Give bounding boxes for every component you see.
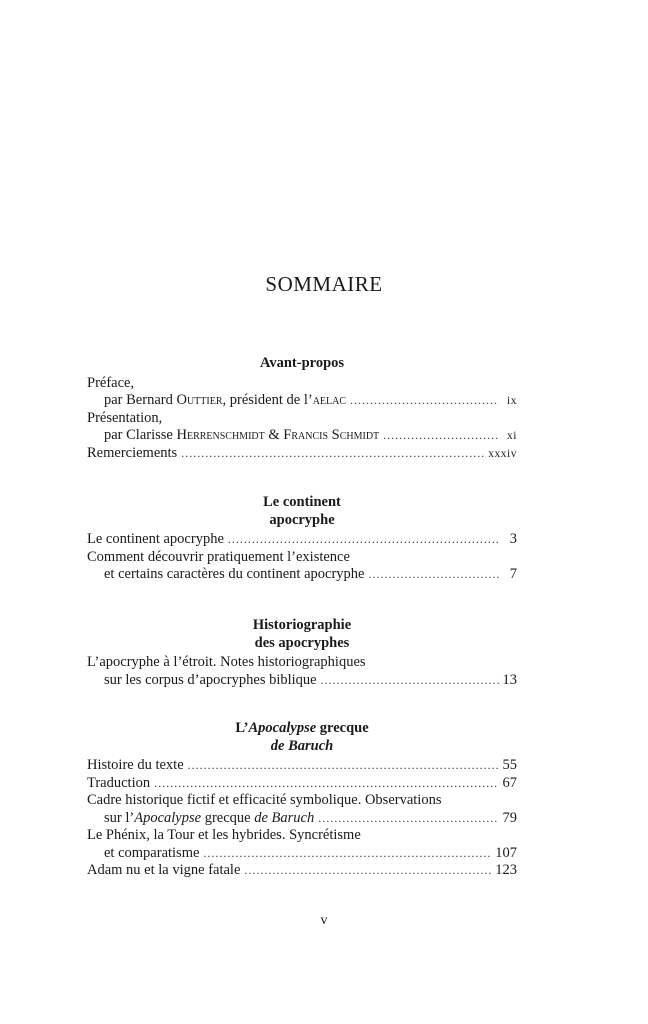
entry-label: et certains caractères du continent apocryphe <box>104 566 365 582</box>
page-number: ix <box>507 395 517 407</box>
entry-label: par Clarisse Herrenschmidt & Francis Schmidt <box>104 427 380 443</box>
entry-label: sur les corpus d’apocryphes biblique <box>104 671 317 688</box>
page-number: 79 <box>502 809 517 826</box>
page-number: xi <box>507 430 517 442</box>
toc-entry-remerciements[interactable] <box>87 445 517 463</box>
section-heading: de Baruch <box>270 737 334 754</box>
page-title: SOMMAIRE <box>265 272 383 296</box>
entry-label: par Bernard Outtier, président de l’aelac <box>104 392 347 408</box>
entry-label: Cadre historique fictif et efficacité symbolique. Observations <box>87 792 442 808</box>
toc-entry-presentation[interactable] <box>87 427 517 445</box>
page-number: xxxiv <box>488 447 517 460</box>
toc-entry-preface[interactable] <box>87 392 517 410</box>
section-avant-propos <box>87 355 517 462</box>
section-continent <box>87 494 517 584</box>
toc-entry-histoire[interactable] <box>87 757 517 775</box>
entry-label: L’apocryphe à l’étroit. Notes historiographiques <box>87 654 366 670</box>
dot-leader <box>154 775 498 793</box>
toc-entry-presentation-title <box>87 410 517 428</box>
dot-leader <box>383 427 499 445</box>
dot-leader <box>228 531 499 549</box>
dot-leader <box>188 757 499 775</box>
entry-label: sur l’Apocalypse grecque de Baruch <box>104 809 315 826</box>
section-heading: apocryphe <box>269 511 335 528</box>
dot-leader <box>318 810 498 828</box>
section-baruch <box>87 720 517 880</box>
entry-label: Le continent apocryphe <box>87 531 224 547</box>
toc-entry-apocryphe-title <box>87 654 517 672</box>
section-heading: Historiographie <box>252 617 352 633</box>
section-heading: L’Apocalypse grecque <box>235 720 369 736</box>
page-number: 55 <box>502 757 517 773</box>
entry-label: Histoire du texte <box>87 757 184 773</box>
dot-leader <box>350 392 499 410</box>
dot-leader <box>321 672 499 690</box>
page-folio: v <box>320 913 328 928</box>
section-heading: Avant-propos <box>259 355 345 371</box>
dot-leader <box>181 445 484 463</box>
toc-entry-cadre-title <box>87 792 517 810</box>
dot-leader <box>368 566 499 584</box>
entry-label: Préface, <box>87 374 135 391</box>
toc-entry-adam[interactable] <box>87 862 517 880</box>
toc-entry-preface-title <box>87 375 517 393</box>
toc-entry-comment[interactable] <box>87 566 517 584</box>
section-heading: des apocryphes <box>254 634 350 651</box>
dot-leader <box>244 862 491 880</box>
entry-label: et comparatisme <box>104 844 200 861</box>
toc-entry-cadre[interactable] <box>87 810 517 828</box>
entry-label: Adam nu et la vigne fatale <box>87 862 241 878</box>
entry-label: Remerciements <box>87 444 178 461</box>
entry-label: Comment découvrir pratiquement l’existence <box>87 548 350 565</box>
dot-leader <box>203 845 491 863</box>
page-number: 13 <box>502 671 517 688</box>
toc-entry-phenix-title <box>87 827 517 845</box>
section-historiographie <box>87 617 517 689</box>
toc-entry-comment-title <box>87 549 517 567</box>
toc-entry-apocryphe[interactable] <box>87 672 517 690</box>
page-number: 7 <box>509 566 517 582</box>
page-number: 123 <box>495 862 517 878</box>
entry-label: Le Phénix, la Tour et les hybrides. Syncrétisme <box>87 827 361 843</box>
toc-entry-traduction[interactable] <box>87 775 517 793</box>
toc-entry-continent[interactable] <box>87 531 517 549</box>
toc-entry-phenix[interactable] <box>87 845 517 863</box>
page-number: 107 <box>495 844 517 861</box>
entry-label: Présentation, <box>87 409 163 426</box>
entry-label: Traduction <box>87 774 151 791</box>
section-heading: Le continent <box>263 494 341 510</box>
page-number: 67 <box>502 774 517 791</box>
page-number: 3 <box>509 531 517 547</box>
